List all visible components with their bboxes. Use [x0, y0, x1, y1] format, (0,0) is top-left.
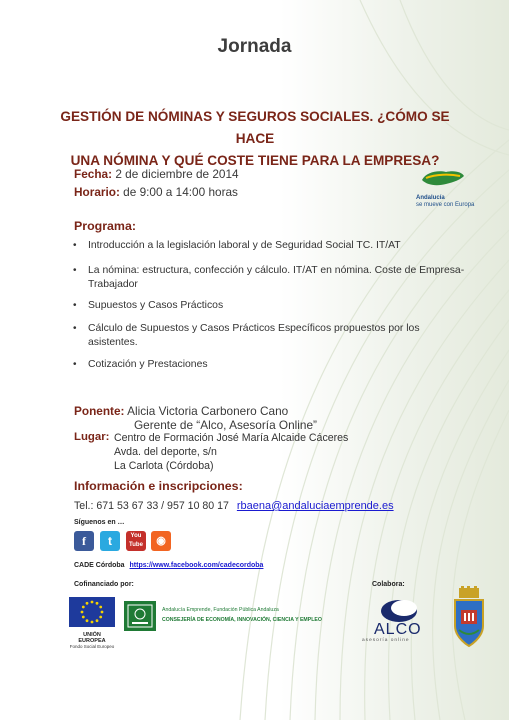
lugar-line-2: Avda. del deporte, s/n: [114, 446, 217, 458]
horario-value: de 9:00 a 14:00 horas: [123, 185, 238, 199]
alco-name: ALCO: [374, 621, 422, 638]
fecha-label: Fecha:: [74, 167, 113, 181]
info-heading: Información e inscripciones:: [74, 479, 243, 493]
twitter-icon[interactable]: t: [100, 531, 120, 551]
cade-link[interactable]: https://www.facebook.com/cadecordoba: [129, 562, 264, 569]
eu-logo-line1: UNIÓN EUROPEA: [78, 632, 106, 644]
subtitle-line-1: GESTIÓN DE NÓMINAS Y SEGUROS SOCIALES. ¿CÓMO SE HACE: [60, 109, 450, 146]
junta-line-2: CONSEJERÍA DE ECONOMÍA, INNOVACIÓN, CIENCIA Y EMPLEO: [162, 617, 322, 623]
alco-logo: [362, 597, 438, 643]
cofinanciado-label: Cofinanciado por:: [74, 581, 134, 588]
page-title: Jornada: [217, 36, 292, 57]
alco-swoosh-icon: [378, 597, 420, 623]
horario-row: [74, 185, 238, 199]
horario-label: Horario:: [74, 185, 120, 199]
lugar-line-3: La Carlota (Córdoba): [114, 460, 214, 472]
fecha-value: 2 de diciembre de 2014: [115, 167, 239, 181]
subtitle-line-2: UNA NÓMINA Y QUÉ COSTE TIENE PARA LA EMPRESA?: [70, 153, 440, 168]
cade-label: CADE Córdoba: [74, 562, 125, 569]
junta-line-1: Andalucía Emprende, Fundación Pública Andaluza: [162, 607, 279, 613]
facebook-icon[interactable]: f: [74, 531, 94, 551]
lugar-line-1: Centro de Formación José María Alcaide Cáceres: [114, 432, 349, 444]
andalucia-europa-logo: [416, 166, 475, 208]
junta-andalucia-logo: [124, 601, 156, 631]
contact-row: [74, 500, 394, 512]
eu-logo: [69, 597, 115, 649]
ponente-role: Gerente de “Alco, Asesoría Online”: [134, 418, 317, 432]
list-item: • Introducción a la legislación laboral y de Seguridad Social TC. IT/AT: [88, 240, 401, 251]
phone-numbers: Tel.: 671 53 67 33 / 957 10 80 17: [74, 500, 229, 512]
list-item: • Cálculo de Supuestos y Casos Prácticos Específicos propuestos por los asistentes.: [88, 322, 420, 350]
list-item: • Cotización y Prestaciones: [88, 359, 208, 370]
fecha-row: [74, 167, 239, 181]
andalucia-logo-line2: se mueve con Europa: [416, 202, 475, 208]
ponente-name: Alicia Victoria Carbonero Cano: [127, 404, 289, 418]
youtube-icon[interactable]: You Tube: [126, 531, 146, 551]
rss-icon[interactable]: ◉: [151, 531, 171, 551]
cade-row: [74, 562, 263, 569]
coat-of-arms-icon: [450, 586, 488, 650]
andalucia-logo-line1: Andalucía: [416, 195, 445, 201]
email-link[interactable]: rbaena@andaluciaemprende.es: [236, 500, 394, 512]
ponente-label: Ponente:: [74, 404, 125, 418]
list-item: • La nómina: estructura, confección y cálculo. IT/AT en nómina. Coste de Empresa- Trabajador: [88, 264, 464, 292]
programa-heading: Programa:: [74, 219, 136, 233]
eu-logo-line2: Fondo Social Europeo: [69, 644, 115, 649]
lugar-row: [74, 431, 109, 443]
junta-shield-icon: [124, 601, 156, 631]
colabora-label: Colabora:: [372, 581, 405, 588]
event-subtitle: [40, 106, 470, 172]
lugar-label: Lugar:: [74, 431, 110, 443]
ponente-row: [74, 404, 288, 418]
social-label: Síguenos en …: [74, 519, 125, 526]
list-item: • Supuestos y Casos Prácticos: [88, 300, 223, 311]
andalucia-map-icon: [416, 166, 468, 190]
eu-flag-icon: [69, 597, 115, 627]
alco-subtitle: asesoría online: [362, 638, 410, 643]
municipal-coat-of-arms: [450, 586, 488, 650]
